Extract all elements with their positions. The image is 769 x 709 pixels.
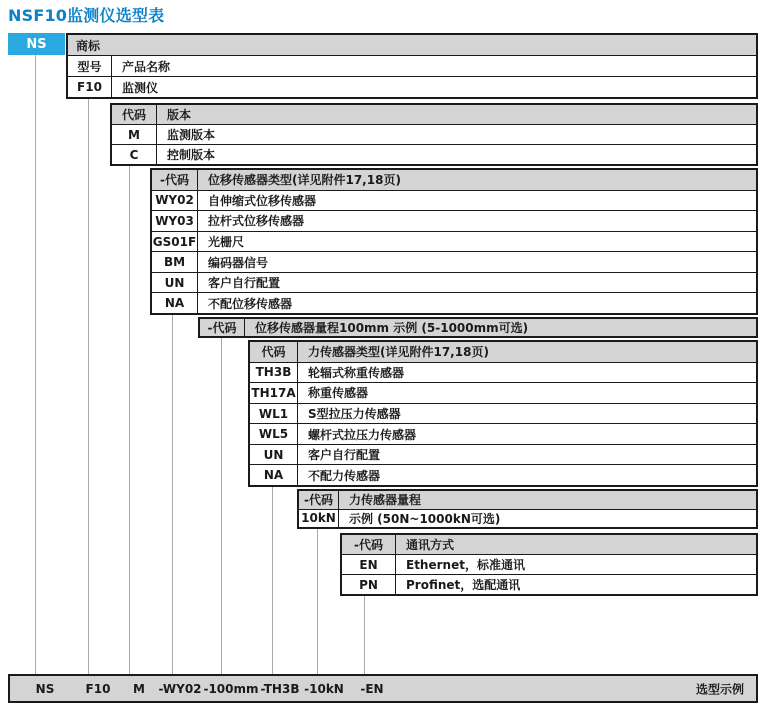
- table-row: [112, 124, 756, 144]
- code-cell: PN: [342, 575, 396, 594]
- block-communication: [340, 533, 758, 596]
- label-cell: 自伸缩式位移传感器: [208, 193, 317, 208]
- label-cell: 通讯方式: [406, 538, 455, 552]
- code-cell: UN: [152, 273, 198, 293]
- label-cell: Profinet，选配通讯: [406, 578, 521, 592]
- code-cell: WY02: [152, 191, 198, 211]
- connector-line: [129, 166, 130, 674]
- label-cell: 拉杆式位移传感器: [208, 214, 305, 229]
- label-cell: 螺杆式拉压力传感器: [308, 427, 417, 442]
- label-cell: 商标: [76, 38, 101, 53]
- table-row: [68, 55, 756, 76]
- block-version: [110, 103, 758, 166]
- table-row: [250, 423, 756, 444]
- code-cell: 代码: [112, 105, 157, 124]
- connector-line: [317, 529, 318, 674]
- label-cell: 客户自行配置: [308, 448, 381, 463]
- label-cell: 客户自行配置: [208, 276, 281, 291]
- connector-line: [272, 487, 273, 674]
- table-row: [68, 35, 756, 55]
- label-cell: Ethernet，标准通讯: [406, 558, 525, 572]
- code-cell: -代码: [299, 491, 339, 509]
- connector-line: [88, 99, 89, 674]
- label-cell: 监测版本: [167, 128, 216, 142]
- page-title: NSF10监测仪选型表: [8, 6, 165, 25]
- table-row: [250, 444, 756, 465]
- label-cell: S型拉压力传感器: [308, 407, 401, 422]
- label-cell: 称重传感器: [308, 386, 369, 401]
- code-cell: EN: [342, 555, 396, 574]
- block-displacement-sensor-range: [198, 317, 758, 338]
- code-cell: -代码: [200, 319, 245, 336]
- label-cell: 位移传感器类型(详见附件17,18页): [208, 173, 401, 188]
- label-cell: 控制版本: [167, 148, 216, 162]
- block-brand-product: [66, 33, 758, 99]
- table-row: [250, 403, 756, 424]
- table-row: [299, 491, 756, 509]
- table-row: [152, 251, 756, 272]
- label-cell: 光栅尺: [208, 235, 245, 250]
- code-cell: M: [112, 125, 157, 144]
- example-caption: 选型示例: [695, 682, 744, 696]
- table-row: [250, 342, 756, 362]
- example-bar-item: NS: [35, 681, 55, 696]
- table-row: [152, 210, 756, 231]
- code-cell: C: [112, 145, 157, 164]
- code-cell: WY03: [152, 211, 198, 231]
- label-cell: 力传感器量程: [349, 493, 422, 508]
- label-cell: 编码器信号: [208, 255, 269, 270]
- example-bar-item: -10kN: [304, 681, 344, 696]
- code-cell: NA: [250, 465, 298, 485]
- code-cell: UN: [250, 445, 298, 465]
- label-cell: 版本: [167, 108, 192, 122]
- code-cell: 10kN: [299, 510, 339, 528]
- code-cell: GS01F: [152, 232, 198, 252]
- code-cell: TH17A: [250, 383, 298, 403]
- block-force-sensor-range: [297, 489, 758, 529]
- example-bar-item: F10: [85, 681, 111, 696]
- code-cell: F10: [68, 77, 112, 97]
- table-row: [250, 464, 756, 485]
- example-bar-item: -100mm: [203, 681, 259, 696]
- connector-line: [364, 596, 365, 674]
- table-row: [342, 554, 756, 574]
- code-cell: BM: [152, 252, 198, 272]
- example-bar-item: -EN: [360, 681, 384, 696]
- block-force-sensor-type: [248, 340, 758, 487]
- table-row: [342, 574, 756, 594]
- label-cell: 监测仪: [122, 80, 159, 95]
- code-cell: TH3B: [250, 363, 298, 383]
- table-row: [299, 509, 756, 528]
- table-row: [250, 362, 756, 383]
- label-cell: 示例 (50N~1000kN可选): [349, 511, 501, 526]
- label-cell: 位移传感器量程100mm 示例 (5-1000mm可选): [255, 321, 529, 335]
- brand-code-cell: NS: [8, 33, 65, 55]
- label-cell: 不配力传感器: [308, 468, 381, 483]
- table-row: [200, 319, 756, 336]
- table-row: [68, 76, 756, 97]
- code-cell: WL1: [250, 404, 298, 424]
- code-cell: WL5: [250, 424, 298, 444]
- table-row: [152, 190, 756, 211]
- code-cell: NA: [152, 293, 198, 313]
- table-row: [152, 231, 756, 252]
- code-cell: 代码: [250, 342, 298, 362]
- table-row: [112, 144, 756, 164]
- table-row: [112, 105, 756, 124]
- label-cell: 轮辐式称重传感器: [308, 365, 405, 380]
- example-bar: [8, 674, 758, 703]
- code-cell: -代码: [152, 170, 198, 190]
- example-bar-item: -WY02: [158, 681, 202, 696]
- code-cell: 型号: [68, 56, 112, 76]
- table-row: [250, 382, 756, 403]
- code-cell: -代码: [342, 535, 396, 554]
- example-bar-item: -TH3B: [260, 681, 300, 696]
- table-row: [342, 535, 756, 554]
- connector-line: [221, 338, 222, 674]
- label-cell: 不配位移传感器: [208, 296, 293, 311]
- connector-line: [35, 55, 36, 674]
- example-bar-item: M: [133, 681, 145, 696]
- table-row: [152, 292, 756, 313]
- block-displacement-sensor-type: [150, 168, 758, 315]
- table-row: [152, 170, 756, 190]
- label-cell: 力传感器类型(详见附件17,18页): [308, 345, 489, 360]
- label-cell: 产品名称: [122, 59, 171, 74]
- connector-line: [172, 315, 173, 674]
- table-row: [152, 272, 756, 293]
